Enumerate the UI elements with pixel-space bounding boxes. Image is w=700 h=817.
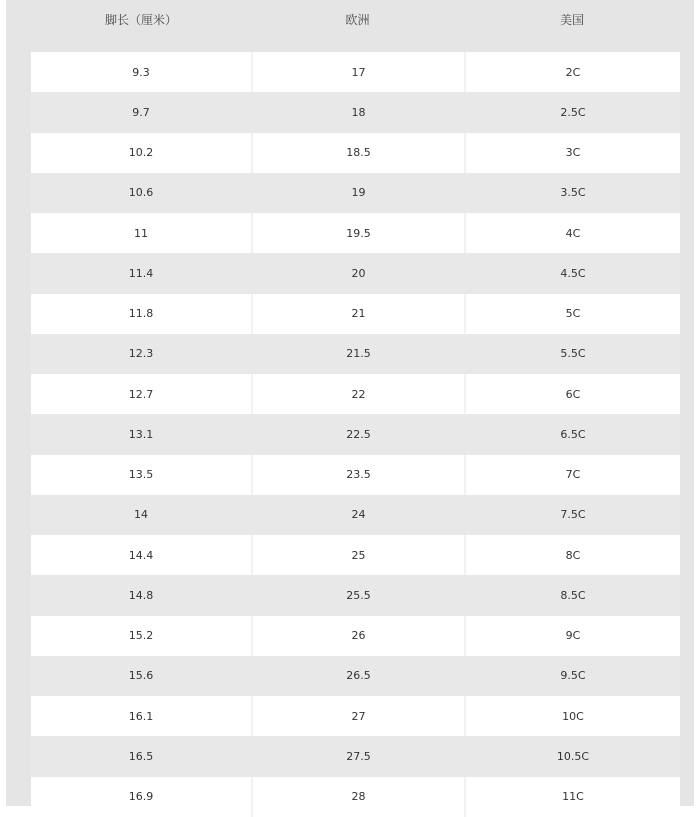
eu-size-cell: 21 xyxy=(251,294,464,334)
foot-length-cell: 14.8 xyxy=(128,588,154,602)
eu-size-cell: 26 xyxy=(251,616,464,656)
foot-length-cell: 16.1 xyxy=(128,709,154,723)
foot-length-cell: 12.3 xyxy=(128,347,154,361)
foot-length-cell: 9.7 xyxy=(132,105,150,119)
eu-size-cell: 21.5 xyxy=(251,334,464,374)
size-table xyxy=(31,52,680,817)
table-row xyxy=(31,334,680,374)
table-header xyxy=(31,0,680,52)
table-row xyxy=(31,455,680,495)
table-row xyxy=(31,777,680,817)
table-row xyxy=(31,414,680,454)
header-eu-size: 欧洲 xyxy=(345,12,370,27)
us-size-cell: 8.5C xyxy=(464,575,680,615)
us-size-cell: 10C xyxy=(464,696,680,736)
us-size-cell: 2C xyxy=(464,52,680,92)
us-size-cell: 4C xyxy=(464,213,680,253)
table-row xyxy=(31,736,680,776)
us-size-cell: 5C xyxy=(464,294,680,334)
us-size-cell: 5.5C xyxy=(464,334,680,374)
eu-size-cell: 27 xyxy=(251,696,464,736)
foot-length-cell: 14.4 xyxy=(128,548,154,562)
foot-length-cell: 16.9 xyxy=(128,790,154,804)
size-chart-frame xyxy=(6,0,694,806)
us-size-cell: 4.5C xyxy=(464,253,680,293)
us-size-cell: 7C xyxy=(464,455,680,495)
table-row xyxy=(31,696,680,736)
eu-size-cell: 28 xyxy=(251,777,464,817)
us-size-cell: 3C xyxy=(464,133,680,173)
foot-length-cell: 14 xyxy=(134,508,148,522)
foot-length-cell: 13.1 xyxy=(128,427,154,441)
eu-size-cell: 17 xyxy=(251,52,464,92)
table-row xyxy=(31,173,680,213)
table-row xyxy=(31,294,680,334)
foot-length-cell: 15.2 xyxy=(128,629,154,643)
eu-size-cell: 25.5 xyxy=(251,575,464,615)
eu-size-cell: 27.5 xyxy=(251,736,464,776)
foot-length-cell: 9.3 xyxy=(132,65,150,79)
us-size-cell: 10.5C xyxy=(464,736,680,776)
eu-size-cell: 23.5 xyxy=(251,455,464,495)
us-size-cell: 9.5C xyxy=(464,656,680,696)
foot-length-cell: 10.2 xyxy=(128,146,154,160)
table-row xyxy=(31,52,680,92)
table-row xyxy=(31,495,680,535)
eu-size-cell: 18 xyxy=(251,92,464,132)
table-row xyxy=(31,374,680,414)
foot-length-cell: 16.5 xyxy=(128,749,154,763)
eu-size-cell: 18.5 xyxy=(251,133,464,173)
foot-length-cell: 11.4 xyxy=(128,266,154,280)
us-size-cell: 3.5C xyxy=(464,173,680,213)
us-size-cell: 6C xyxy=(464,374,680,414)
eu-size-cell: 26.5 xyxy=(251,656,464,696)
table-row xyxy=(31,656,680,696)
table-row xyxy=(31,253,680,293)
foot-length-cell: 13.5 xyxy=(128,468,154,482)
eu-size-cell: 25 xyxy=(251,535,464,575)
foot-length-cell: 11 xyxy=(134,226,148,240)
eu-size-cell: 19 xyxy=(251,173,464,213)
eu-size-cell: 22.5 xyxy=(251,414,464,454)
us-size-cell: 2.5C xyxy=(464,92,680,132)
eu-size-cell: 19.5 xyxy=(251,213,464,253)
us-size-cell: 9C xyxy=(464,616,680,656)
header-foot-length: 脚长（厘米） xyxy=(104,12,177,27)
foot-length-cell: 11.8 xyxy=(128,307,154,321)
eu-size-cell: 22 xyxy=(251,374,464,414)
table-row xyxy=(31,133,680,173)
foot-length-cell: 15.6 xyxy=(128,669,154,683)
table-row xyxy=(31,535,680,575)
table-row xyxy=(31,575,680,615)
foot-length-cell: 10.6 xyxy=(128,186,154,200)
eu-size-cell: 24 xyxy=(251,495,464,535)
eu-size-cell: 20 xyxy=(251,253,464,293)
table-row xyxy=(31,213,680,253)
table-row xyxy=(31,92,680,132)
header-us-size: 美国 xyxy=(559,12,584,27)
us-size-cell: 11C xyxy=(464,777,680,817)
foot-length-cell: 12.7 xyxy=(128,387,154,401)
us-size-cell: 7.5C xyxy=(464,495,680,535)
us-size-cell: 6.5C xyxy=(464,414,680,454)
us-size-cell: 8C xyxy=(464,535,680,575)
table-row xyxy=(31,616,680,656)
